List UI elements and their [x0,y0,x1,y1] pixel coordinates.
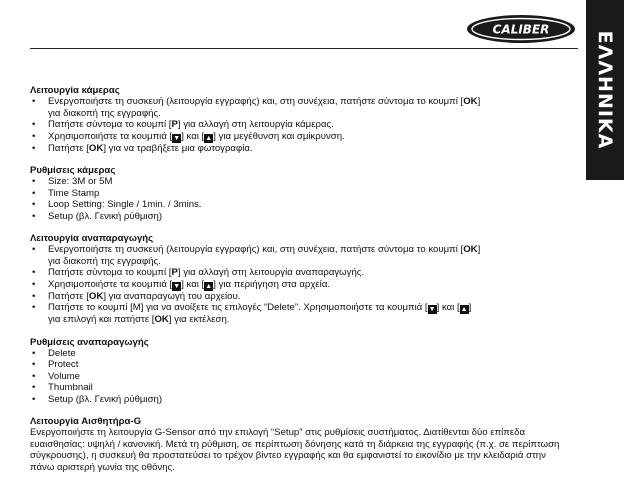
section-title: Λειτουργία κάμερας [30,85,120,96]
list-item: • Πατήστε [OK] για να τραβήξετε μια φωτογραφία. [30,143,570,154]
section-playback-settings [30,337,570,405]
section-title: Ρυθμίσεις κάμερας [30,165,116,177]
ok-button-label: OK [154,314,169,326]
language-tab [586,0,624,180]
logo-text: CALIBER [492,22,550,37]
list-item: • Volume [30,371,570,382]
camera-mode-list [30,96,570,154]
list-item: • Ενεργοποιήστε τη συσκευή (λειτουργία εγγραφής) και, στη συνέχεια, πατήστε σύντομα το κουμπί [OK] για διακοπή της εγγραφής. [30,244,570,267]
list-item: • Size: 3M or 5M [30,176,570,187]
section-playback-mode [30,233,570,325]
section-camera-settings [30,165,570,222]
arrow-down-icon: ▼ [173,282,181,290]
list-item: • Ενεργοποιήστε τη συσκευή (λειτουργία εγγραφής) και, στη συνέχεια, πατήστε σύντομα το κουμπί [OK] για διακοπή της εγγραφής. [30,96,570,119]
list-item: • Time Stamp [30,188,570,199]
header-divider [30,48,578,49]
p-button-label: P [171,267,178,279]
section-title: Ρυθμίσεις αναπαραγωγής [30,336,149,348]
playback-mode-list [30,244,570,325]
section-gsensor [30,416,570,473]
list-item: • Setup (βλ. Γενική ρύθμιση) [30,211,570,222]
caliber-logo [466,14,576,44]
arrow-up-icon: ▲ [205,282,213,290]
ok-button-label: OK [463,244,478,256]
list-item: • Χρησιμοποιήστε τα κουμπιά [▼] και [▲] για περιήγηση στα αρχεία. [30,279,570,291]
list-item: • Protect [30,359,570,370]
ok-button-label: OK [88,142,104,154]
list-item: • Loop Setting: Single / 1min. / 3mins. [30,199,570,210]
list-item: • Delete [30,348,570,359]
language-tab-label: ΕΛΛΗΝΙΚΑ [594,30,616,150]
list-item: • Πατήστε σύντομα το κουμπί [P] για αλλαγή στη λειτουργία αναπαραγωγής. [30,267,570,278]
list-item: • Πατήστε σύντομα το κουμπί [P] για αλλαγή στη λειτουργία κάμερας. [30,119,570,130]
camera-settings-list [30,176,570,222]
ok-button-label: OK [463,96,478,108]
arrow-up-icon: ▲ [460,306,468,314]
arrow-up-icon: ▲ [205,134,213,142]
list-item: • Πατήστε το κουμπί [M] για να ανοίξετε τις επιλογές “Delete”. Χρησιμοποιήστε τα κουμπιά [▼] και [▲] για επιλογή και πατήστε [OK] για εκτέλεση. [30,302,570,325]
manual-content [30,85,570,484]
arrow-down-icon: ▼ [428,306,436,314]
playback-settings-list [30,348,570,405]
section-title: Λειτουργία Αισθητήρα-G [30,415,142,427]
section-title: Λειτουργία αναπαραγωγής [30,233,154,245]
gsensor-paragraph: Ενεργοποιήστε τη λειτουργία G-Sensor από την επιλογή “Setup” στις ρυθμίσεις συστήματος. Διατίθενται δύο επίπεδα ευαισθησίας: υψηλή / κανονική. Μετά τη ρύθμιση, σε περίπτωση δόνησης κατά τη διάρκεια της εγγραφής (π.χ. σε περίπτωση σύγκρουσης), η συσκευή θα προστατεύσει το τρέχον βίντεο εγγραφής και θα εμφανιστεί το εικονίδιο με την κλειδαριά στην πάνω αριστερή γωνία της οθόνης. [30,427,560,473]
p-button-label: P [171,119,178,131]
list-item: • Thumbnail [30,382,570,393]
ok-button-label: OK [88,290,104,302]
arrow-down-icon: ▼ [173,134,181,142]
list-item: • Πατήστε [OK] για αναπαραγωγή του αρχείου. [30,291,570,302]
section-camera-mode [30,85,570,154]
list-item: • Χρησιμοποιήστε τα κουμπιά [▼] και [▲] για μεγέθυνση και σμίκρυνση. [30,131,570,143]
list-item: • Setup (βλ. Γενική ρύθμιση) [30,394,570,405]
